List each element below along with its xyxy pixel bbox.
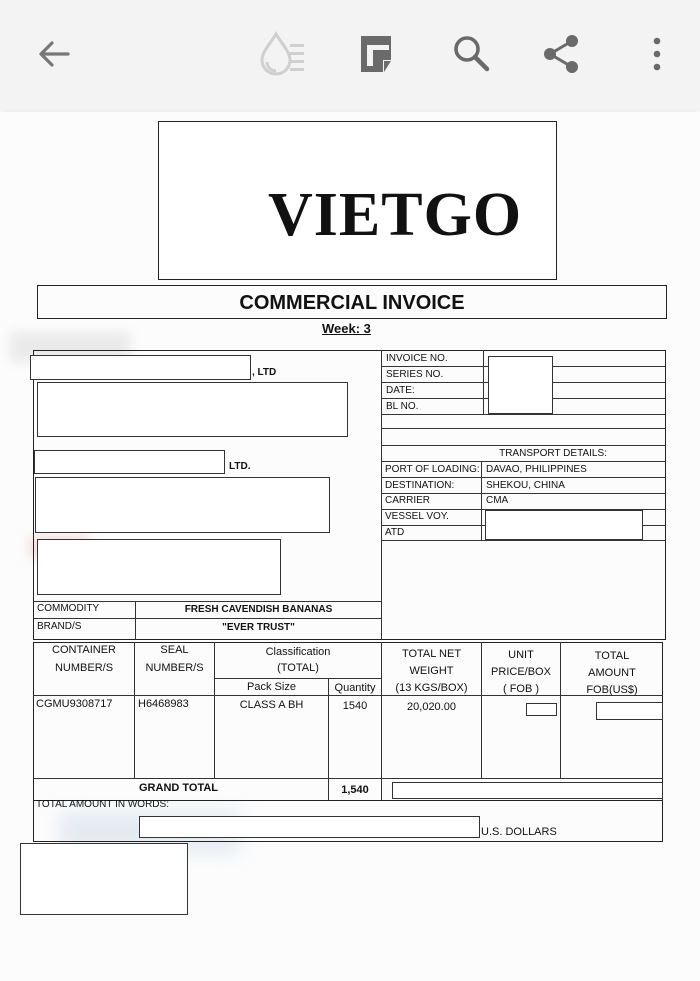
divider <box>382 428 666 429</box>
destination-value: SHEKOU, CHINA <box>486 480 565 491</box>
bl-no-label: BL NO. <box>386 401 419 412</box>
redacted-shipper-address <box>37 382 348 437</box>
divider <box>382 540 666 541</box>
divider <box>382 445 666 446</box>
page-layout-icon <box>358 33 394 75</box>
unit-price-header-line1: UNIT <box>508 649 534 661</box>
company-logo-text: VIETGO <box>268 181 523 249</box>
divider <box>560 642 561 778</box>
back-button[interactable] <box>28 28 80 80</box>
divider <box>382 477 666 478</box>
port-of-loading-value: DAVAO, PHILIPPINES <box>486 464 587 475</box>
carrier-label: CARRIER <box>385 495 431 506</box>
commodity-value: FRESH CAVENDISH BANANAS <box>184 604 333 615</box>
carrier-value: CMA <box>486 495 509 506</box>
unit-price-header-line2: PRICE/BOX <box>491 666 551 678</box>
seal-header-line2: NUMBER/S <box>145 662 204 674</box>
weight-header-line2: WEIGHT <box>409 665 454 677</box>
redacted-consignee-address <box>35 477 330 533</box>
more-options-button[interactable] <box>631 28 683 80</box>
redacted-grand-total-amount <box>392 782 663 799</box>
quantity-header: Quantity <box>334 682 376 694</box>
document-title: COMMERCIAL INVOICE <box>239 292 465 314</box>
transport-heading: TRANSPORT DETAILS: <box>499 448 607 459</box>
redacted-invoice-values <box>488 356 553 414</box>
divider <box>328 678 329 800</box>
document-page[interactable] <box>0 112 700 981</box>
redacted-consignee-name <box>34 450 225 474</box>
redacted-shipper-name <box>30 355 251 380</box>
pack-size-header: Pack Size <box>247 681 296 693</box>
week-label: Week: 3 <box>322 321 371 336</box>
more-vertical-icon <box>647 34 667 74</box>
classification-header-line2: (TOTAL) <box>277 662 319 674</box>
currency-words: U.S. DOLLARS <box>481 826 557 838</box>
weight-header-line3: (13 KGS/BOX) <box>395 682 468 694</box>
redacted-unit-price <box>526 703 557 716</box>
redacted-amount-in-words <box>139 816 480 838</box>
series-no-label: SERIES NO. <box>386 369 444 380</box>
pack-size-cell: CLASS A BH <box>239 699 304 711</box>
container-header-line2: NUMBER/S <box>54 662 114 674</box>
redacted-signature-block <box>20 843 188 915</box>
ink-saver-button[interactable] <box>256 28 308 80</box>
search-button[interactable] <box>446 28 498 80</box>
total-amount-header-line1: TOTAL <box>594 650 630 662</box>
quantity-cell: 1540 <box>342 700 368 712</box>
amount-in-words-label: TOTAL AMOUNT IN WORDS: <box>36 799 169 810</box>
redacted-vessel-details <box>485 510 643 540</box>
brand-label: BRAND/S <box>37 621 82 632</box>
classification-header-line1: Classification <box>265 646 331 658</box>
redacted-total-amount <box>596 702 663 720</box>
divider <box>481 642 482 778</box>
redacted-notify-party <box>37 539 281 595</box>
invoice-no-label: INVOICE NO. <box>386 353 448 364</box>
divider <box>34 601 382 602</box>
weight-header-line1: TOTAL NET <box>401 648 462 660</box>
divider <box>215 678 381 679</box>
divider <box>382 414 666 415</box>
search-icon <box>450 32 494 76</box>
back-arrow-icon <box>34 34 74 74</box>
total-amount-header-line2: AMOUNT <box>588 667 636 679</box>
shipper-name-suffix: , LTD <box>252 367 277 378</box>
divider <box>34 618 382 619</box>
divider <box>382 461 666 462</box>
ink-drop-icon <box>256 28 308 80</box>
weight-cell: 20,020.00 <box>407 701 456 713</box>
total-amount-header-line3: FOB(US$) <box>586 684 638 696</box>
divider <box>381 350 382 640</box>
grand-total-label: GRAND TOTAL <box>139 782 219 794</box>
consignee-name-suffix: LTD. <box>229 461 251 472</box>
seal-header-line1: SEAL <box>160 644 189 656</box>
grand-total-quantity: 1,540 <box>341 784 369 796</box>
seal-number-cell: H6468983 <box>138 698 189 710</box>
destination-label: DESTINATION: <box>385 480 455 491</box>
date-label: DATE: <box>386 385 415 396</box>
divider <box>481 461 482 540</box>
share-icon <box>539 32 583 76</box>
share-button[interactable] <box>535 28 587 80</box>
atd-label: ATD <box>385 527 405 538</box>
divider <box>33 778 663 779</box>
port-of-loading-label: PORT OF LOADING: <box>385 464 480 475</box>
divider <box>382 493 666 494</box>
divider <box>483 350 484 414</box>
commodity-label: COMMODITY <box>37 603 100 614</box>
page-layout-button[interactable] <box>350 28 402 80</box>
container-header-line1: CONTAINER <box>52 644 116 656</box>
viewer-toolbar <box>0 0 700 110</box>
brand-value: "EVER TRUST" <box>222 622 295 633</box>
container-number-cell: CGMU9308717 <box>36 698 113 710</box>
unit-price-header-line3: ( FOB ) <box>502 683 540 695</box>
vessel-voy-label: VESSEL VOY. <box>385 511 449 522</box>
